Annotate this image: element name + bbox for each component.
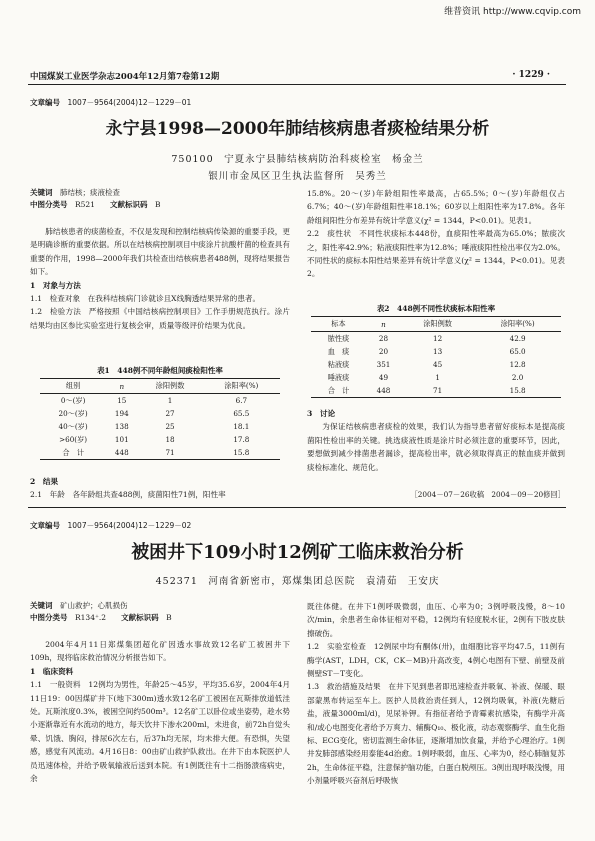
paragraph: 肺结核患者的痰菌检查，不仅是发现和控制结核病传染源的重要手段，更是明确诊断的重要依据。所以在结核病控制项目中痰涂片抗酸杆菌的检查具有重要的作用，1998—2000年我们共检查出结核病患者488例，现将结果报告如下。 [30, 227, 290, 277]
table-cell: 合 计 [40, 446, 106, 460]
table-row [40, 394, 280, 408]
table2 [307, 303, 565, 398]
article2-authors: 452371 河南省新密市，郑煤集团总医院 袁清茹 王安庆 [155, 576, 440, 587]
table1-grid [40, 378, 280, 460]
table-cell: >60(岁) [59, 434, 88, 444]
table-header: 涂阳率(%) [203, 379, 280, 394]
article1-authors-line2: 银川市金凤区卫生执法监督所 吴秀兰 [208, 171, 387, 182]
table-cell: 1 [167, 396, 173, 405]
table-cell: 17.8 [233, 435, 250, 444]
table1-caption: 表1 448例不同年龄组间痰检阳性率 [97, 366, 223, 375]
table-cell: 448 [366, 384, 401, 398]
table-header: n [106, 379, 137, 394]
table-cell: 71 [401, 384, 474, 398]
table-cell: 6.7 [235, 396, 248, 405]
article2-number [30, 520, 191, 531]
paragraph: 为保证结核病患者痰检的效果，我们认为指导患者留好痰标本是提高痰菌阳性检出率的关键。挑选痰液性质是涂片时必须注意的重要环节，因此，要想做到减少排菌患者漏诊，提高检出率，就必须取得真正的脓血痰并做到痰检标准化、规范化。 [307, 422, 565, 472]
received-dates: ［2004－07－26收稿 2004－09－20修回］ [410, 490, 565, 499]
doc-code-label: 文献标识码 [121, 613, 159, 622]
article1-left-body [30, 225, 290, 332]
table-row [311, 384, 561, 398]
article2-left-body [30, 638, 290, 785]
table-cell: 18.1 [233, 422, 250, 431]
table-cell: 2.0 [511, 373, 524, 382]
table-cell: 18 [165, 435, 175, 444]
table-cell: 138 [114, 422, 129, 431]
table-cell: 0～(岁) [60, 395, 86, 405]
table-cell: 唾液痰 [327, 372, 350, 382]
paragraph: 15.8%。20～(岁)年龄组阳性率最高，占65.5%；0～(岁)年龄组仅占6.7%；40～(岁)年龄组阳性率18.1%；60岁以上组阳性率为17.8%。各年龄组间阳性分布差异有统计学意义(χ² = 1344，P<0.01)。见表1。 [307, 189, 565, 225]
article1-right-body [307, 187, 565, 281]
table-cell: 15 [117, 396, 127, 405]
article1-title: 永宁县1998—2000年肺结核病患者痰检结果分析 [105, 119, 490, 139]
table-cell: 20 [378, 347, 389, 356]
table-cell: 71 [137, 446, 202, 460]
page-number: · 1229 · [512, 70, 550, 80]
article-number-label: 文章编号 [30, 521, 60, 530]
header-rule [28, 84, 566, 85]
article2-keywords [30, 600, 290, 624]
article2-title: 被困井下109小时12例矿工临床救治分析 [131, 542, 464, 563]
table-cell: 65.5 [233, 409, 250, 418]
clc-value: R521 [75, 200, 95, 209]
journal-header: 中国煤炭工业医学杂志2004年12月第7卷第12期 [30, 72, 220, 82]
clc-value: R134⁺.2 [75, 613, 107, 622]
article-number-label: 文章编号 [30, 98, 60, 107]
keywords-value: 肺结核；痰液检查 [60, 188, 120, 197]
table-header: 涂阳例数 [401, 317, 474, 332]
article1-authors-line1: 750100 宁夏永宁县肺结核病防治科痰检室 杨金兰 [171, 154, 424, 165]
article-number-value: 1007－9564(2004)12－1229－02 [67, 521, 192, 530]
table-cell: 42.9 [509, 334, 526, 343]
article1-keywords [30, 187, 290, 211]
table-row [311, 345, 561, 358]
paragraph: 1.3 救治措施及结果 在井下见到患者即迅速检查并吸氧、补液、保暖、眼部蒙黑布转运至车上。医护人员救治责任到人，12例均吸氧，补液(先糖后盐，液量3000ml/d)，见尿补钾。有指征者给予青霉素抗感染，有酶学升高和/或心电图变化者给予万爽力、辅酶Q₁₀、极化液，动态观察酶学、血生化指标、ECG变化，密切监测生命体征，逐渐增加饮食量，并给予心理治疗。1例井发肺部感染经用泰能4d治愈。1例呼吸弱，血压、心率为0，经心肺脑复苏2h，生命体征平稳，注意保护脑功能，白蛋白脱颅压。3例出现呼吸浅慢，用小剂量呼吸兴奋剂后呼吸恢 [307, 682, 565, 786]
table-cell: 28 [378, 334, 389, 343]
article1-discussion [307, 407, 565, 474]
table-cell: 351 [376, 360, 391, 369]
clc-label: 中图分类号 [30, 613, 68, 622]
table-cell: 49 [378, 373, 389, 382]
doc-code-value: B [154, 200, 161, 209]
table-row [311, 358, 561, 371]
table-cell: 15.8 [203, 446, 280, 460]
paragraph: 1.2 检验方法 严格按照《中国结核病控制项目》工作手册规范执行。涂片结果均由区参比实验室进行复核会审，质量等级评价结果为优良。 [30, 307, 290, 330]
table-cell: 20～(岁) [58, 408, 88, 418]
table1 [30, 365, 290, 460]
section-heading: 2 结果 [30, 477, 59, 486]
clc-label: 中图分类号 [30, 200, 68, 209]
paragraph: 1.1 检查对象 在我科结核病门诊就诊且X线胸透结果异常的患者。 [30, 294, 261, 304]
table-cell: 65.0 [509, 347, 526, 356]
paragraph: 1.2 实验室检查 12例尿中均有酮体(卅)，血细胞比容平均47.5，11例有酶学(AST，LDH，CK，CK－MB)升高改变，4例心电图有下壁、前壁及前侧壁ST－T变化。 [307, 642, 565, 679]
section-heading: 1 对象与方法 [30, 280, 81, 290]
table-row [40, 433, 280, 446]
table-header: 涂阳例数 [137, 379, 202, 394]
table-row [40, 446, 280, 460]
table-row [40, 420, 280, 433]
table-header: 涂阳率(%) [474, 317, 561, 332]
doc-code-value: B [166, 613, 172, 622]
watermark: 维普资讯 http://www.cqvip.com [444, 7, 581, 17]
table-cell: 脓性痰 [327, 333, 350, 343]
keywords-label: 关键词 [30, 601, 53, 610]
paragraph: 2.1 年龄 各年龄组共查488例，痰菌阳性71例，阳性率 [30, 490, 226, 500]
table2-grid [311, 316, 561, 398]
section-heading: 1 临床资料 [30, 666, 74, 676]
table-cell: 13 [433, 347, 443, 356]
article1-number [30, 97, 191, 108]
article-number-value: 1007－9564(2004)12－1229－01 [67, 98, 192, 107]
article1-left-results [30, 475, 290, 502]
table-cell: 25 [165, 422, 175, 431]
table-row [311, 371, 561, 384]
article-divider [28, 507, 566, 508]
paragraph: 2.2 痰性状 不同性状痰标本448份，血痰阳性率最高为65.0%；脓痰次之，阳性率42.9%；粘液痰阳性率为12.8%；唾液痰阳性检出率仅为2.0%。不同性状的痰标本阳性结果差异有统计学意义(χ² = 1344，P<0.01)。见表2。 [307, 229, 565, 279]
table-header: 标本 [311, 317, 366, 332]
table-cell: 合 计 [311, 384, 366, 398]
doc-code-label: 文献标识码 [109, 200, 148, 209]
table-cell: 194 [114, 409, 129, 418]
table-cell: 40～(岁) [58, 421, 88, 431]
table-cell: 12 [433, 334, 443, 343]
table-cell: 27 [165, 409, 175, 418]
table-cell: 血 痰 [327, 346, 350, 356]
table-cell: 12.8 [509, 360, 526, 369]
table-cell: 15.8 [474, 384, 561, 398]
paragraph: 1.1 一般资料 12例均为男性，年龄25～45岁，平均35.6岁，2004年4月11日19：00因煤矿井下(地下300m)透水致12名矿工被困在瓦斯排放道低洼处。瓦斯浓度0.3%，被困空间约500m³。12名矿工以卧位或坐姿势，趁水势小逐渐靠近有水流动的地方，每天饮井下渗水200ml，未进食，前72h自觉头晕、饥饿、胸闷，排尿6次左右，后37h均无尿，均未排大便。有恐惧，失望感，感觉有风流动。4月16日8：00由矿山救护队救出。在井下由本院医护人员迅速体检，并给予吸氧输液后送到本院。有1例既往有十二指肠溃疡病史，余 [30, 680, 290, 784]
table2-caption: 表2 448例不同性状痰标本阳性率 [376, 304, 496, 313]
paragraph: 2004年4月11日郑煤集团超化矿因透水事故致12名矿工被困井下109h，现将临床救治情况分析报告如下。 [30, 640, 290, 663]
table-cell: 45 [433, 360, 443, 369]
table-row [40, 407, 280, 420]
table-header: 组别 [40, 379, 106, 394]
keywords-value: 矿山救护；心肌损伤 [60, 601, 128, 610]
keywords-label: 关键词 [30, 188, 53, 197]
paragraph: 既往体健。在井下1例呼吸微弱，血压、心率为0；3例呼吸浅慢，8～10次/min，余患者生命体征相对平稳，12例均有轻度脱水征，2例有下肢皮肤擦破伤。 [307, 602, 565, 638]
table-cell: 448 [106, 446, 137, 460]
table-row [311, 332, 561, 346]
section-heading: 3 讨论 [307, 409, 336, 418]
table-cell: 粘液痰 [327, 359, 350, 369]
table-header: n [366, 317, 401, 332]
table-cell: 101 [114, 435, 129, 444]
table-cell: 1 [435, 373, 440, 382]
article2-right-body [307, 600, 565, 788]
